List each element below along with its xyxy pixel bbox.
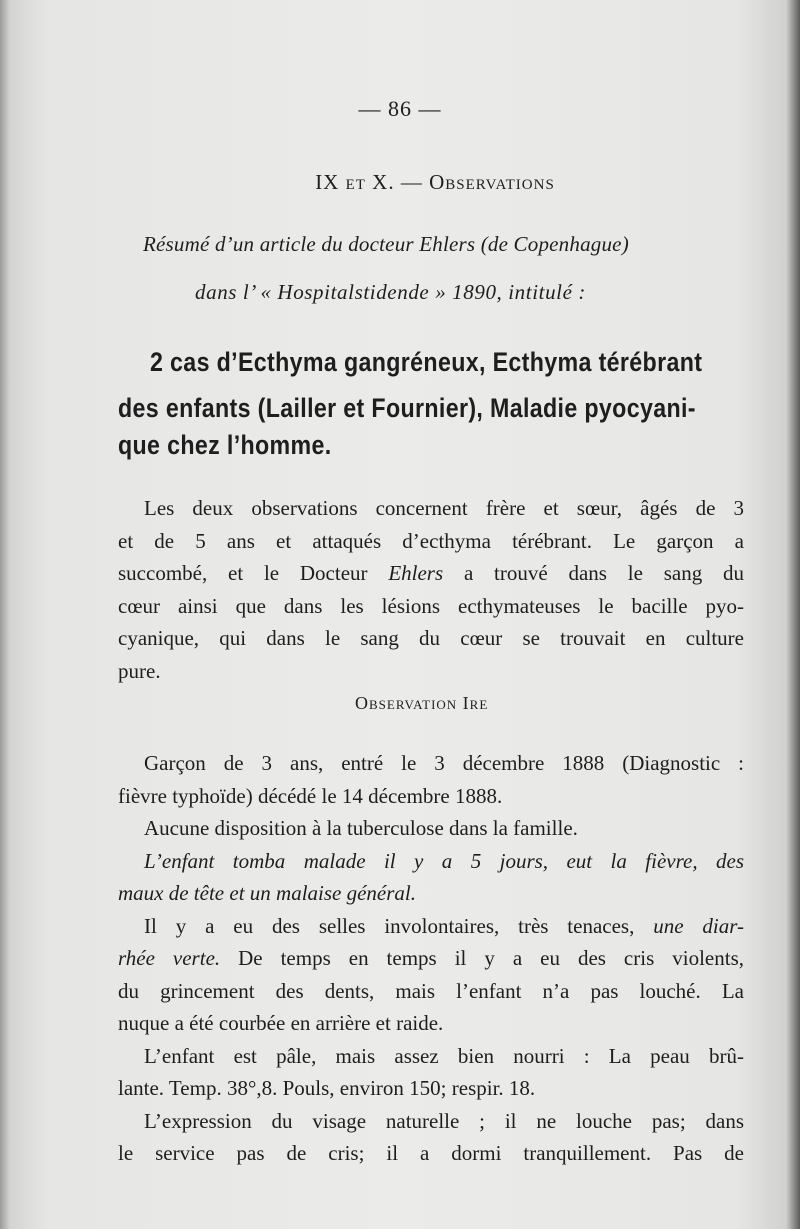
obs-line-1: Garçon de 3 ans, entré le 3 décembre 1888 (Diagnostic : (144, 751, 744, 775)
obs-line-6-italic: une diar- (653, 913, 745, 938)
summary-line-2: dans l’ « Hospitalstidende » 1890, intitulé : (195, 280, 586, 304)
obs-line-4-italic: L’enfant tomba malade il y a 5 jours, eut la fièvre, des (144, 848, 744, 873)
obs-line-8: du grincement des dents, mais l’enfant n’a pas louché. La (118, 978, 744, 1003)
obs-line-2: fièvre typhoïde) décédé le 14 décembre 1888. (118, 783, 503, 808)
obs-line-12: L’expression du visage naturelle ; il ne louche pas; dans (144, 1108, 744, 1133)
intro-line-2: et de 5 ans et attaqués d’ecthyma térébrant. Le garçon a (118, 528, 744, 553)
obs-line-3: Aucune disposition à la tuberculose dans la famille. (144, 816, 578, 840)
obs-line-13: le service pas de cris; il a dormi tranquillement. Pas de (118, 1141, 744, 1165)
article-title-line-2: des enfants (Lailler et Fournier), Maladie pyocyani- (118, 393, 696, 423)
obs-line-5 (118, 877, 744, 910)
obs-line-7 (118, 942, 744, 975)
obs-line-9: nuque a été courbée en arrière et raide. (118, 1011, 444, 1035)
article-title-line-1: 2 cas d’Ecthyma gangréneux, Ecthyma térébrant (150, 347, 703, 377)
summary-line-1: Résumé d’un article du docteur Ehlers (de Copenhague) (143, 232, 629, 256)
obs-line-10: L’enfant est pâle, mais assez bien nourri : La peau brû- (144, 1043, 744, 1068)
obs-line-7-italic: rhée verte. (118, 946, 221, 970)
intro-paragraph (118, 492, 744, 687)
page-number: — 86 — (358, 96, 442, 121)
observation-paragraph (118, 747, 744, 1170)
intro-line-3-c: a trouvé dans le sang du (443, 561, 744, 585)
obs-line-11: lante. Temp. 38°,8. Pouls, environ 150; respir. 18. (118, 1076, 536, 1100)
intro-line-5: cyanique, qui dans le sang du cœur se trouvait en culture (118, 626, 744, 650)
observation-heading: Observation Ire (355, 693, 489, 713)
intro-line-6: pure. (118, 658, 161, 683)
intro-line-3 (118, 557, 744, 590)
obs-line-4 (118, 845, 744, 878)
intro-line-4: cœur ainsi que dans les lésions ecthymateuses le bacille pyo- (118, 593, 744, 618)
obs-line-6-a: Il y a eu des selles involontaires, très tenaces, (144, 913, 654, 938)
author-name-ehlers: Ehlers (388, 561, 444, 585)
obs-line-6 (118, 910, 744, 943)
intro-line-1: Les deux observations concernent frère et sœur, âgés de 3 (144, 496, 744, 520)
intro-line-3-a: succombé, et le Docteur (118, 561, 389, 585)
obs-line-5-italic: maux de tête et un malaise général. (118, 881, 416, 905)
section-heading: IX et X. — Observations (315, 170, 555, 194)
article-title-line-3: que chez l’homme. (118, 430, 332, 460)
obs-line-7-b: De temps en temps il y a eu des cris violents, (220, 946, 744, 970)
